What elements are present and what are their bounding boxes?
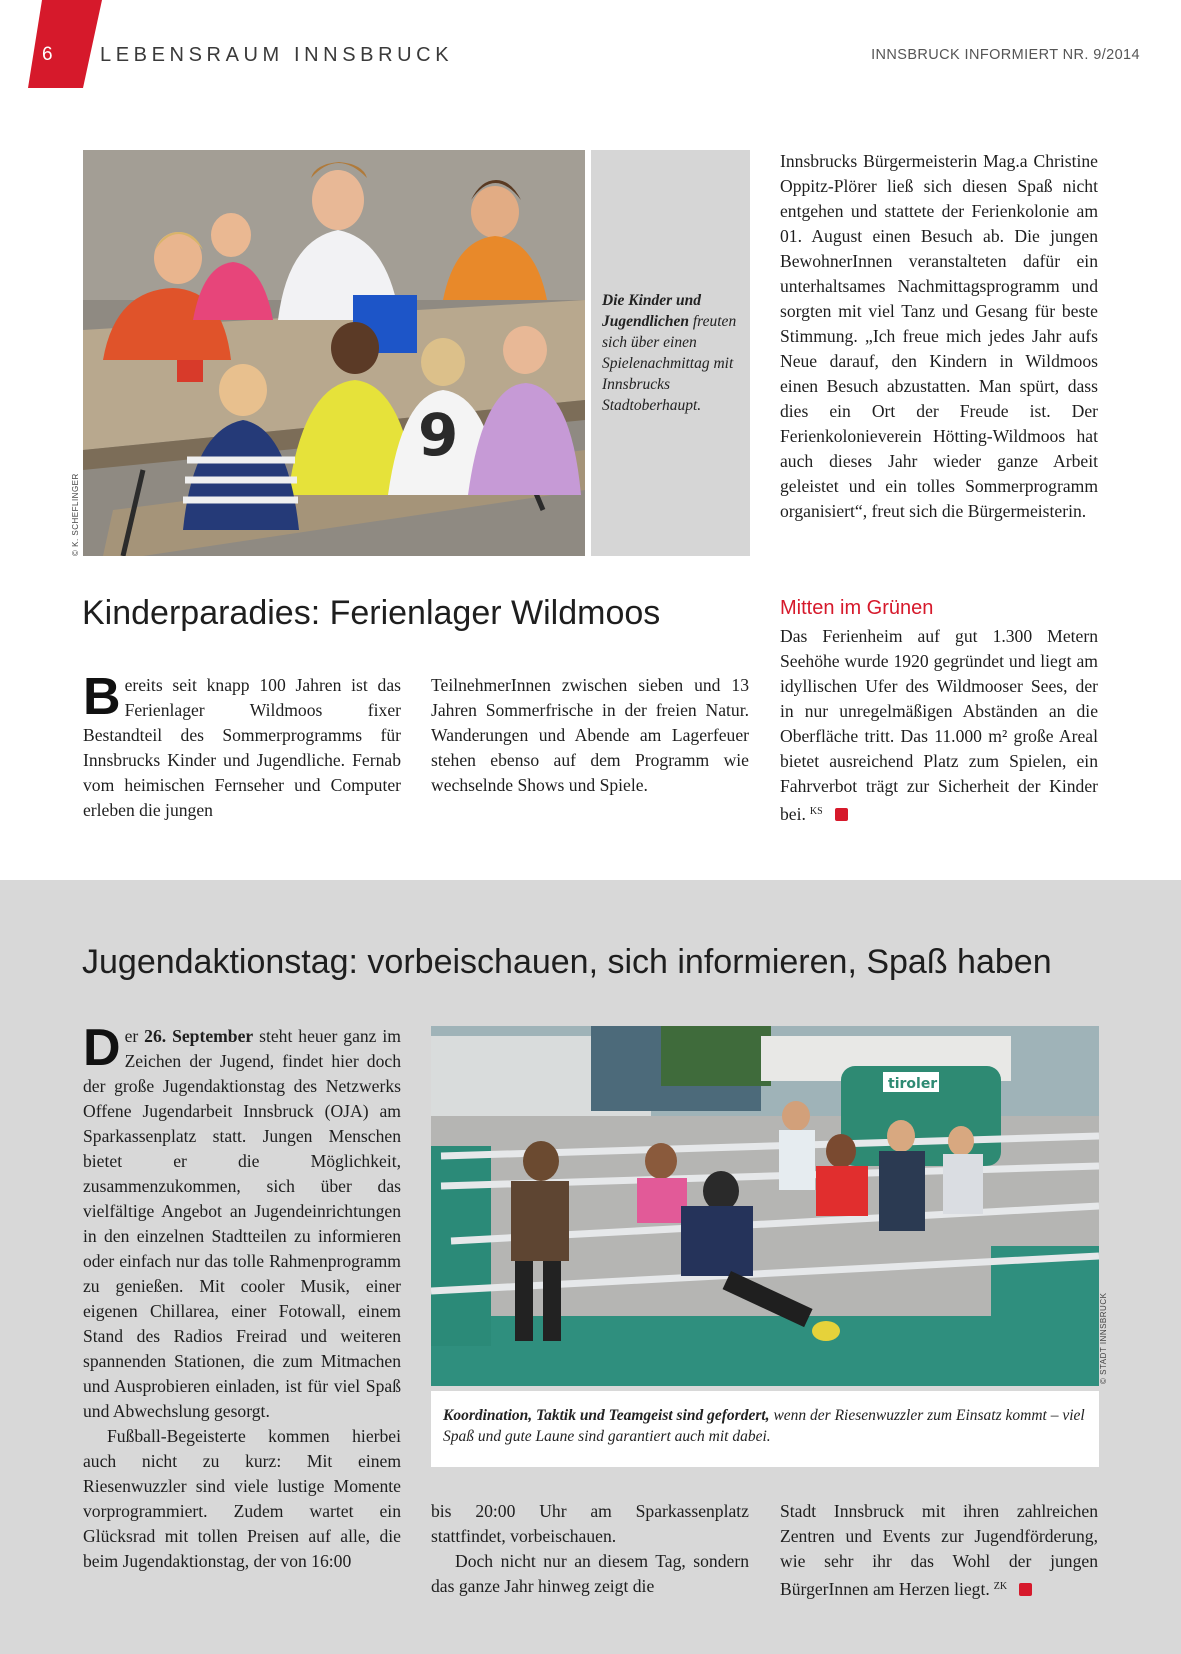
dropcap-d: D [83, 1019, 121, 1077]
table-football-photo [431, 1026, 1099, 1386]
event-date: 26. September [144, 1026, 254, 1046]
page-number-tab [28, 0, 102, 88]
dropcap-b: B [83, 668, 121, 726]
article2-column-2: bis 20:00 Uhr am Sparkassenplatz stattfindet, vorbeischauen. Doch nicht nur an diesem Tag, sondern das ganze Jahr hinweg zeigt die [431, 1501, 749, 1596]
article1-column-3b: Das Ferienheim auf gut 1.300 Metern Seehöhe wurde 1920 gegründet und liegt am idyllischen Ufer des Wildmooser Sees, der in nur unregelmäßigen Abständen an die Oberfläche tritt. Das 11.000 m² große Areal bietet ausreichend Platz zum Spielen, ein Fahrverbot trägt zur Sicherheit der Kinder bei. $^{KS}$ [780, 626, 1098, 824]
arena-sign-text: tiroler [888, 1076, 938, 1092]
end-mark [835, 808, 848, 821]
article2-headline: Jugendaktionstag: vorbeischauen, sich informieren, Spaß haben [82, 943, 1052, 981]
photo-credit: © K. SCHEFLINGER [71, 473, 80, 556]
author-initials-2: ZK [993, 1581, 1008, 1592]
article2-column-3: Stadt Innsbruck mit ihren zahlreichen Zentren und Events zur Jugendförderung, wie sehr ihr das Wohl der jungen BürgerInnen am Herzen liegt. $^{ZK}$ [780, 1501, 1098, 1599]
article1-column-3a: Innsbrucks Bürgermeisterin Mag.a Christine Oppitz-Plörer ließ sich diesen Spaß nicht entgehen und stattete der Ferienkolonie am 01. August einen Besuch ab. Die jungen BewohnerInnen veranstalteten dafür ein unterhaltsames Nachmittagsprogramm und sorgten mit viel Tanz und Gesang für beste Stimmung. „Ich freue mich jedes Jahr aufs Neue darauf, den Kindern in Wildmoos einen Besuch abzustatten. Man spürt, dass dies ein Ort der Freude ist. Der Ferienkolonieverein Hötting-Wildmoos hat auch dieses Jahr wieder ganze Arbeit geleistet und ein tolles Sommerprogramm organisiert“, freut sich die Bürgermeisterin. [780, 151, 1098, 521]
photo-caption-2: Koordination, Taktik und Teamgeist sind gefordert, wenn der Riesenwuzzler zum Einsatz kommt – viel Spaß und gute Laune sind garantiert auch mit dabei. [443, 1407, 1085, 1445]
article1-column-2: TeilnehmerInnen zwischen sieben und 13 Jahren Sommerfrische in der freien Natur. Wanderungen und Abende am Lagerfeuer stehen ebenso auf dem Programm wie wechselnde Shows und Spiele. [431, 675, 749, 795]
article2-column-1: Der 26. September steht heuer ganz im Zeichen der Jugend, findet hier doch der große Jugendaktionstag des Netzwerks Offene Jugendarbeit Innsbruck (OJA) am Sparkassenplatz statt. Jungen Menschen bietet er die Möglichkeit, zusammenzukommen, sich über das vielfältige Angebot an Jugendeinrichtungen in den einzelnen Stadtteilen zu informieren oder einfach nur das tolle Rahmenprogramm zu genießen. Mit cooler Musik, einer eigenen Chillarea, einer Fotowall, einem Stand des Radios Freirad und weiteren spannenden Stationen, die zum Mitmachen und Ausprobieren einladen, ist für viel Spaß und Abwechslung gesorgt. Fußball-Begeisterte kommen hierbei auch nicht zu kurz: Mit einem Riesenwuzzler sind viele lustige Momente vorprogrammiert. Zudem wartet ein Glücksrad mit tollen Preisen auf alle, die beim Jugendaktionstag, der von 16:00 [83, 1019, 401, 1571]
photo-credit-2: © STADT INNSBRUCK [1099, 1292, 1108, 1384]
article1-subhead: Mitten im Grünen [780, 597, 934, 619]
svg-text:9: 9 [418, 401, 459, 469]
article1-headline: Kinderparadies: Ferienlager Wildmoos [82, 594, 661, 632]
photo-caption-box [591, 150, 750, 556]
author-initials: KS [809, 806, 823, 817]
end-mark-2 [1019, 1583, 1032, 1596]
photo-caption: Die Kinder und Jugendlichen freuten sich über einen Spielenachmittag mit Innsbrucks Stadtoberhaupt. [602, 292, 737, 414]
section-title: LEBENSRAUM INNSBRUCK [100, 44, 454, 66]
article1-column-1: Bereits seit knapp 100 Jahren ist das Ferienlager Wildmoos fixer Bestandteil des Sommerprogramms für Innsbrucks Kinder und Jugendliche. Fernab vom heimischen Fernseher und Computer erleben die jungen [83, 668, 401, 820]
page-number: 6 [42, 44, 53, 65]
children-photo [83, 150, 585, 556]
photo-caption-box-2 [431, 1391, 1099, 1467]
issue-label: INNSBRUCK INFORMIERT NR. 9/2014 [871, 47, 1140, 63]
